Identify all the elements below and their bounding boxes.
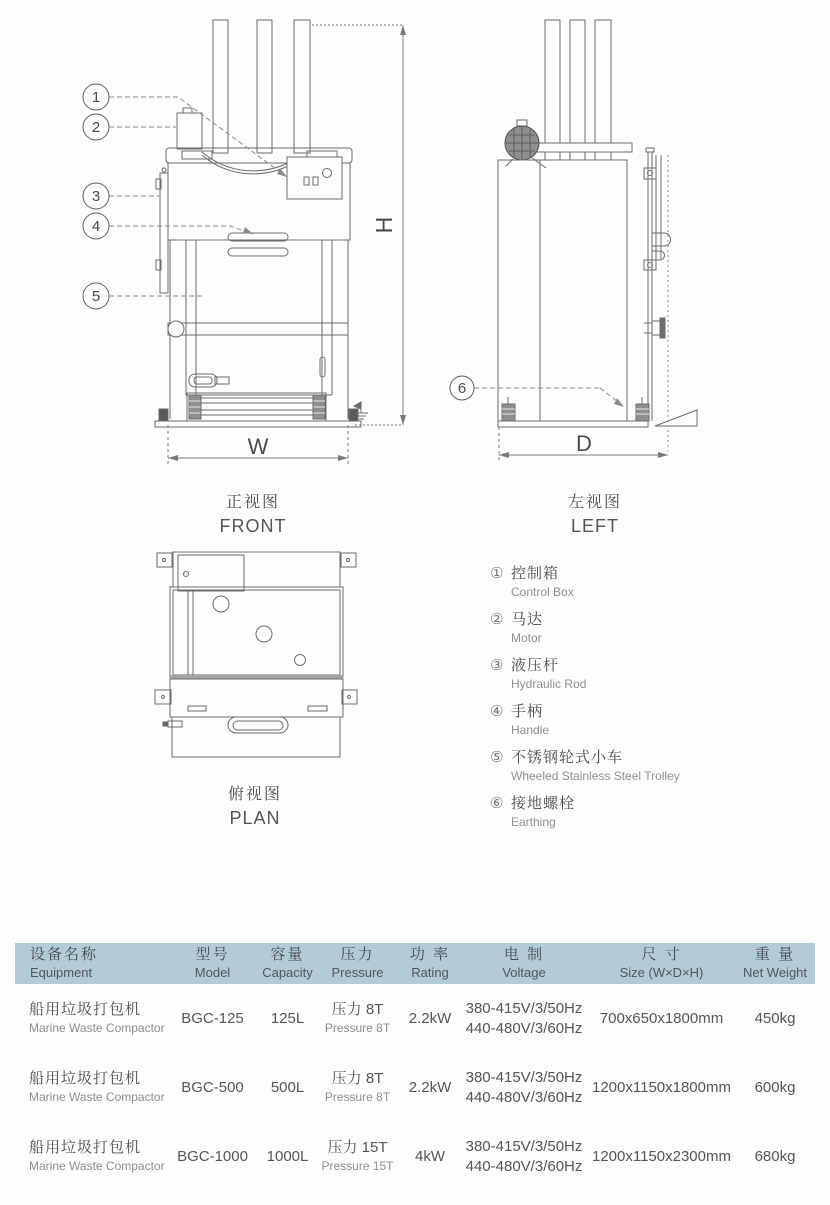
- cell-voltage: [460, 1068, 588, 1107]
- pressure-en: Pressure 15T: [321, 1158, 394, 1173]
- base-left-view: [498, 410, 697, 427]
- equipment-en: Marine Waste Compactor: [29, 1089, 165, 1104]
- cell-rating: 4kW: [415, 1147, 445, 1165]
- legend-zh-1: 控制箱: [511, 565, 560, 582]
- parts-legend: [490, 562, 750, 838]
- plan-view-drawing: [140, 540, 380, 775]
- plan-view-title: [175, 781, 335, 829]
- plan-tray: [163, 717, 340, 757]
- col-header-pressure: [315, 946, 400, 981]
- voltage-line-2: 440-480V/3/60Hz: [465, 1157, 583, 1175]
- voltage-line-1: 380-415V/3/50Hz: [465, 1138, 583, 1155]
- cell-size: 1200x1150x2300mm: [592, 1147, 731, 1165]
- equipment-zh: 船用垃圾打包机: [29, 1139, 142, 1157]
- left-rail: [156, 168, 168, 293]
- col-header-rating: [400, 946, 460, 981]
- handle-slots: [228, 233, 288, 256]
- legend-item-control-box: [490, 562, 750, 599]
- callout-5-label: 5: [91, 288, 101, 305]
- legend-item-handle: [490, 700, 750, 737]
- equipment-zh: 船用垃圾打包机: [29, 1001, 142, 1019]
- trolley: [187, 393, 326, 421]
- callout-6-label: 6: [457, 380, 467, 397]
- callout-leaders-front: [109, 97, 287, 296]
- col-equipment-zh: 设备名称: [30, 946, 99, 963]
- col-header-equipment: [15, 946, 165, 981]
- col-capacity-en: Capacity: [262, 964, 313, 980]
- dim-d-label: D: [576, 431, 592, 456]
- equipment-en: Marine Waste Compactor: [29, 1158, 165, 1173]
- legend-item-hydraulic-rod: [490, 654, 750, 691]
- col-header-voltage: [460, 946, 588, 981]
- col-weight-zh: 重 量: [754, 946, 796, 963]
- lower-cabinet: [170, 240, 348, 419]
- pressure-zh: 压力 8T: [331, 1070, 384, 1088]
- col-capacity-zh: 容量: [270, 946, 305, 963]
- cell-rating: 2.2kW: [408, 1009, 452, 1027]
- col-model-zh: 型号: [195, 946, 230, 963]
- legend-en-6: Earthing: [511, 815, 556, 829]
- col-header-size: [588, 946, 735, 981]
- legend-zh-5: 不锈钢轮式小车: [511, 749, 624, 766]
- pressure-zh: 压力 15T: [327, 1139, 388, 1157]
- cell-capacity: 125L: [270, 1009, 305, 1027]
- cell-weight: 600kg: [754, 1078, 796, 1096]
- left-view-drawing: [440, 5, 730, 480]
- front-view-title: [173, 489, 333, 537]
- legend-en-2: Motor: [511, 631, 542, 645]
- dim-w-label: W: [247, 434, 269, 459]
- cell-voltage: [460, 1137, 588, 1176]
- legend-en-1: Control Box: [511, 585, 574, 599]
- door-handle: [189, 374, 229, 387]
- cell-weight: 450kg: [754, 1009, 796, 1027]
- spec-table-header: [15, 943, 815, 984]
- callout-4-label: 4: [91, 218, 101, 235]
- plan-title-zh: 俯视图: [227, 786, 282, 803]
- col-pressure-en: Pressure: [331, 964, 384, 980]
- cell-model: BGC-1000: [177, 1147, 248, 1165]
- equipment-en: Marine Waste Compactor: [29, 1020, 165, 1035]
- legend-zh-2: 马达: [511, 611, 544, 628]
- pressure-en: Pressure 8T: [324, 1020, 391, 1035]
- motor-box-front: [177, 108, 202, 149]
- col-model-en: Model: [194, 964, 231, 980]
- cell-pressure: [315, 1138, 400, 1174]
- plan-divider-bar: [170, 675, 343, 679]
- legend-zh-3: 液压杆: [511, 657, 560, 674]
- cell-rating: 2.2kW: [408, 1078, 452, 1096]
- legend-en-5: Wheeled Stainless Steel Trolley: [511, 769, 680, 783]
- legend-num-6: ⑥: [490, 794, 504, 812]
- col-equipment-en: Equipment: [30, 964, 93, 980]
- legend-item-earthing: [490, 792, 750, 829]
- cell-equipment: [15, 1138, 165, 1174]
- cell-weight: 680kg: [754, 1147, 796, 1165]
- front-title-zh: 正视图: [225, 494, 280, 511]
- col-header-model: [165, 946, 260, 981]
- cell-model: BGC-500: [181, 1078, 244, 1096]
- top-plate-left: [535, 143, 632, 152]
- plan-lower-band: [170, 679, 343, 717]
- col-voltage-en: Voltage: [502, 964, 546, 980]
- legend-zh-6: 接地螺栓: [511, 795, 576, 812]
- rail-bolt: [644, 318, 665, 338]
- col-pressure-zh: 压力: [340, 946, 375, 963]
- legend-num-3: ③: [490, 656, 504, 674]
- col-header-weight: [735, 946, 815, 981]
- legend-zh-4: 手柄: [511, 703, 544, 720]
- spec-table-body: [15, 984, 815, 1191]
- front-view-drawing: [60, 5, 420, 480]
- legend-item-motor: [490, 608, 750, 645]
- plan-title-en: PLAN: [229, 808, 281, 828]
- cell-size: 1200x1150x1800mm: [592, 1078, 731, 1096]
- body-left: [498, 160, 627, 421]
- left-view-title: [515, 489, 675, 537]
- cell-model: BGC-125: [181, 1009, 244, 1027]
- col-size-zh: 尺 寸: [641, 946, 682, 963]
- callout-leader-6: [474, 388, 622, 405]
- voltage-line-1: 380-415V/3/50Hz: [465, 1000, 583, 1017]
- callout-1-label: 1: [91, 89, 101, 106]
- col-weight-en: Net Weight: [742, 964, 808, 980]
- legend-num-2: ②: [490, 610, 504, 628]
- cell-capacity: 500L: [270, 1078, 305, 1096]
- cell-equipment: [15, 1000, 165, 1036]
- callout-2-label: 2: [91, 119, 101, 136]
- left-title-en: LEFT: [570, 516, 619, 536]
- hydraulic-rods-left: [545, 20, 611, 160]
- left-title-zh: 左视图: [567, 494, 622, 511]
- dim-h-label: H: [371, 216, 397, 234]
- cell-pressure: [315, 1000, 400, 1036]
- voltage-line-2: 440-480V/3/60Hz: [465, 1019, 583, 1037]
- equipment-zh: 船用垃圾打包机: [29, 1070, 142, 1088]
- spec-row-bgc-500: [15, 1053, 815, 1122]
- col-size-en: Size (W×D×H): [619, 964, 704, 980]
- legend-en-3: Hydraulic Rod: [511, 677, 587, 691]
- legend-num-1: ①: [490, 564, 504, 582]
- legend-num-5: ⑤: [490, 748, 504, 766]
- plan-top-strip: [173, 552, 340, 591]
- pressure-zh: 压力 8T: [331, 1001, 384, 1019]
- spec-row-bgc-125: [15, 984, 815, 1053]
- plan-main-body: [170, 587, 343, 677]
- callout-3-label: 3: [91, 188, 101, 205]
- cell-capacity: 1000L: [266, 1147, 309, 1165]
- voltage-line-2: 440-480V/3/60Hz: [465, 1088, 583, 1106]
- legend-en-4: Handle: [511, 723, 550, 737]
- spec-row-bgc-1000: [15, 1122, 815, 1191]
- legend-item-trolley: [490, 746, 750, 783]
- cell-pressure: [315, 1069, 400, 1105]
- front-title-en: FRONT: [219, 516, 287, 536]
- cell-size: 700x650x1800mm: [599, 1009, 724, 1027]
- col-rating-zh: 功 率: [409, 946, 451, 963]
- legend-num-4: ④: [490, 702, 504, 720]
- right-rail: [644, 148, 671, 421]
- cell-equipment: [15, 1069, 165, 1105]
- col-voltage-zh: 电 制: [503, 946, 545, 963]
- cell-voltage: [460, 999, 588, 1038]
- base-plate: [155, 409, 361, 427]
- voltage-line-1: 380-415V/3/50Hz: [465, 1069, 583, 1086]
- col-header-capacity: [260, 946, 315, 981]
- cross-bar: [168, 321, 348, 337]
- pressure-en: Pressure 8T: [324, 1089, 391, 1104]
- col-rating-en: Rating: [411, 964, 449, 980]
- control-box: [287, 157, 342, 199]
